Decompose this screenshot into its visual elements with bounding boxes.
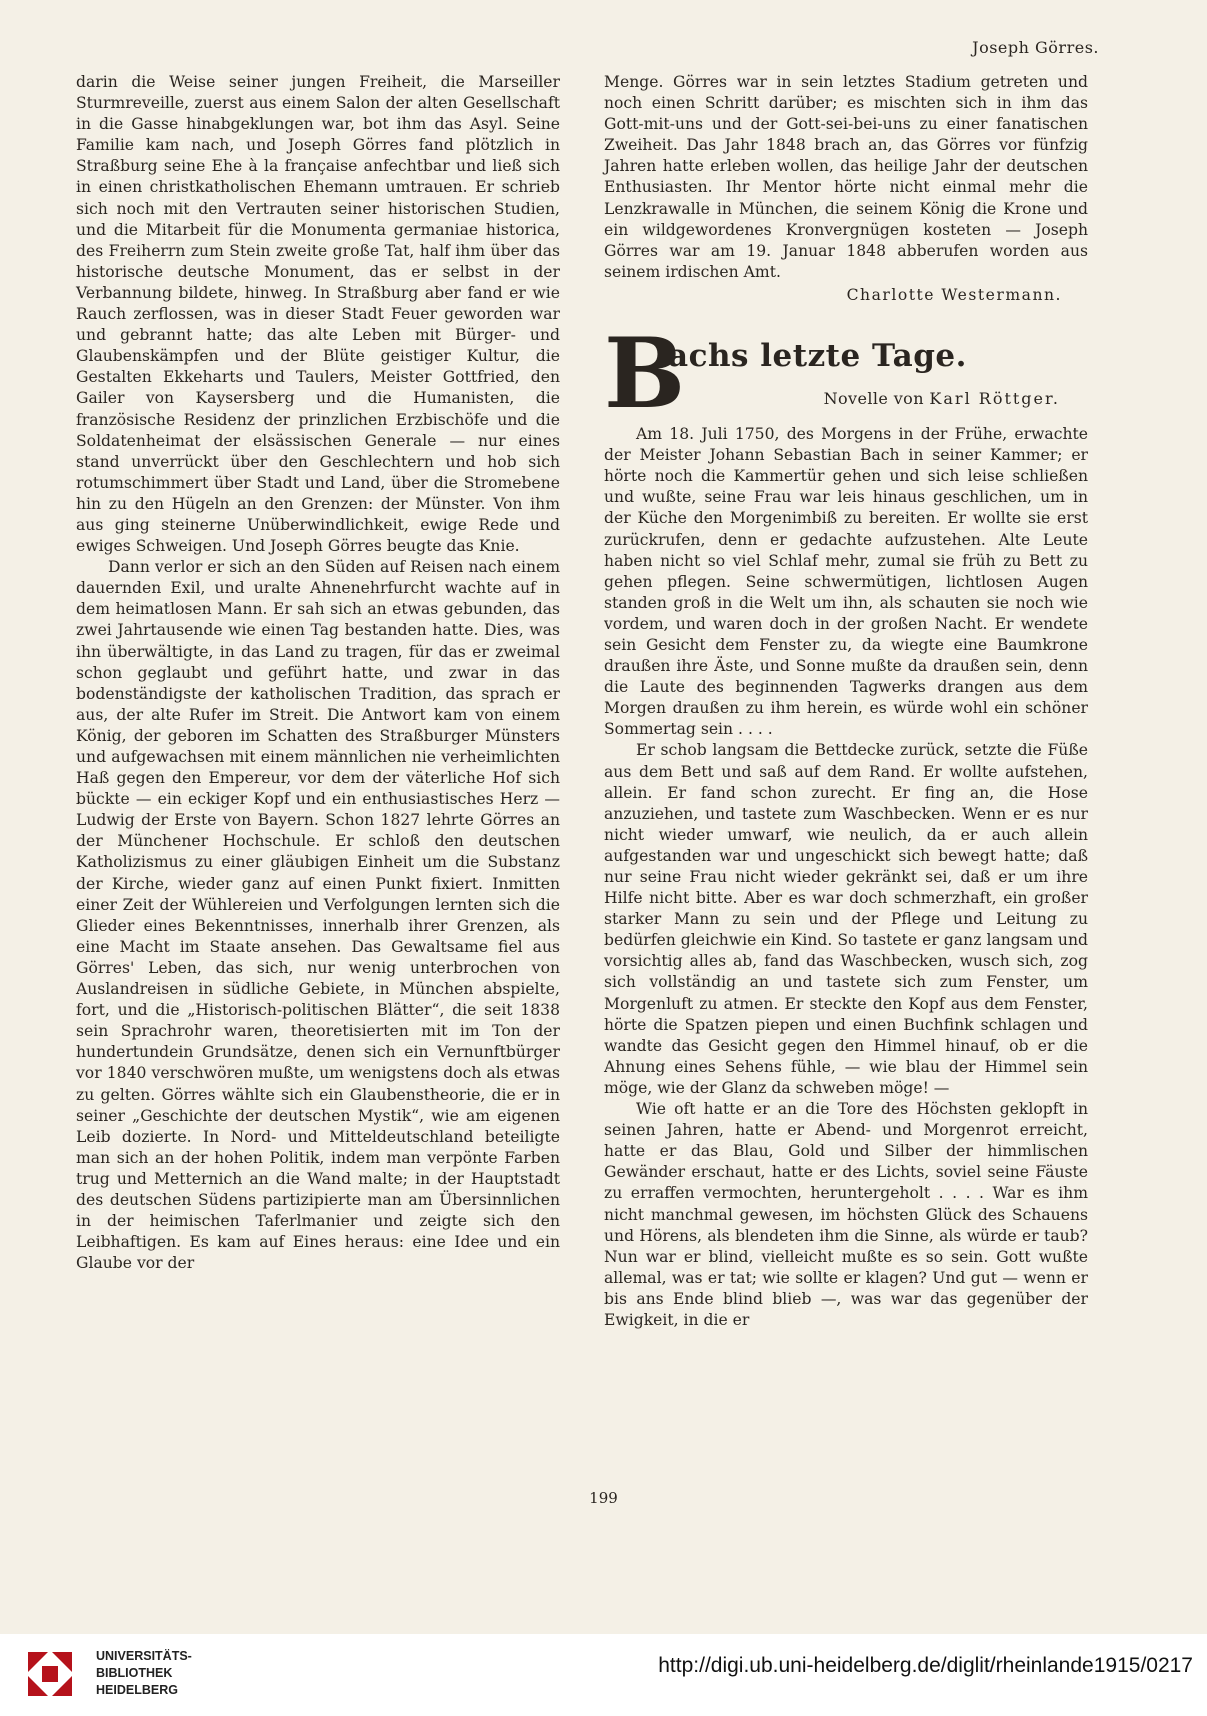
library-footer	[0, 1634, 1207, 1716]
story-paragraph: Am 18. Juli 1750, des Morgens in der Frühe, erwachte der Meister Johann Sebastian Bach in seiner Kammer; er hörte noch die Kammertür gehen und sich leise schließen und wußte, seine Frau war leis hinaus geschlichen, um in der Küche den Morgenimbiß zu bereiten. Er wollte sie erst zurückrufen, denn er gedachte aufzustehen. Alte Leute haben nicht so viel Schlaf mehr, zumal sie früh zu Bett zu gehen pflegen. Seine schwermütigen, lichtlosen Augen standen groß in die Welt um ihn, als schauten sie noch wie vordem, und waren doch in der großen Nacht. Er wendete sein Gesicht dem Fenster zu, da wiegte eine Baumkrone draußen ihre Äste, und Sonne mußte da draußen sein, denn die Laute des beginnenden Tagwerks drangen aus dem Morgen draußen zu ihm herein, es würde wohl ein schöner Sommertag sein . . . .	[604, 425, 1088, 739]
story-title: achs letzte Tage.	[668, 338, 967, 375]
story-paragraph: Wie oft hatte er an die Tore des Höchsten geklopft in seinen Jahren, hatte er Abend- und Morgenrot erreicht, hatte er das Blau, Gold und Silber der himmlischen Gewänder erschaut, hatte er des Lichts, soviel seine Fäuste zu erraffen vermochten, heruntergeholt . . . . War es ihm nicht manchmal gewesen, im höchsten Glück des Schauens und Hörens, als blendeten ihm die Sinne, als würde er taub? Nun war er blind, vielleicht mußte es so sein. Gott wußte allemal, was er tat; wie sollte er klagen? Und gut — wenn er bis ans Ende blind blieb —, was war das gegenüber der Ewigkeit, in die er	[604, 1100, 1088, 1329]
story-paragraph: Er schob langsam die Bettdecke zurück, setzte die Füße aus dem Bett und saß auf dem Rand. Er wollte aufstehen, allein. Er fand schon zurecht. Er fing an, die Hose anzuziehen, und tastete zum Waschbecken. Wenn er es nur nicht wieder umwarf, wie neulich, da er auch allein aufgestanden war und ungeschickt sich bewegt hatte; daß nur seine Frau nicht wieder gekränkt sei, daß er um ihre Hilfe nicht bitte. Aber es war doch schmerzhaft, ein großer starker Mann zu sein und der Pflege und Leitung zu bedürfen gleichwie ein Kind. So tastete er ganz langsam und vorsichtig alles ab, fand das Waschbecken, wusch sich, zog sich vollständig an und tastete sich zum Fenster, um Morgenluft zu atmen. Er steckte den Kopf aus dem Fenster, hörte die Spatzen piepen und einen Buchfink schlagen und wandte das Gesicht gegen den Himmel hinauf, ob er die Ahnung eines Sehens fühle, — wie blau der Himmel sein möge, wie der Glanz da schweben möge! —	[604, 741, 1088, 1097]
subtitle-prefix: Novelle von	[823, 389, 924, 409]
source-url-link[interactable]: http://digi.ub.uni-heidelberg.de/diglit/rheinlande1915/0217	[658, 1654, 1193, 1677]
story-author: Karl Röttger.	[929, 389, 1060, 409]
library-logo-icon	[22, 1646, 78, 1702]
author-signature: Charlotte Westermann.	[846, 285, 1062, 304]
institution-name	[96, 1648, 192, 1699]
right-column	[604, 72, 1088, 1331]
story-title-block	[604, 317, 1088, 431]
institution-line: BIBLIOTHEK	[96, 1666, 173, 1680]
right-paragraph: Menge. Görres war in sein letztes Stadium getreten und noch einen Schritt darüber; es mischten sich in ihm das Gott-mit-uns und der Gott-sei-bei-uns zu einer fanatischen Zweiheit. Das Jahr 1848 brach an, das Görres vor fünfzig Jahren hatte erleben wollen, das heilige Jahr der deutschen Enthusiasten. Ihr Mentor hörte nicht einmal mehr die Lenzkrawalle in München, die seinem König die Krone und ein wildgewordenes Kronvergnügen kosteten — Joseph Görres war am 19. Januar 1848 abberufen worden aus seinem irdischen Amt.	[604, 73, 1088, 281]
left-column	[76, 72, 560, 1274]
left-paragraph: darin die Weise seiner jungen Freiheit, die Marseiller Sturmreveille, zuerst aus einem Salon der alten Gesellschaft in die Gasse hinabgeklungen war, bot ihm das Asyl. Seine Familie kam nach, und Joseph Görres fand plötzlich in Straßburg seine Ehe à la française anfechtbar und ließ sich in einen christkatholischen Ehemann umtrauen. Er schrieb sich noch mit den Vertrauten seiner historischen Studien, und die Mitarbeit für die Monumenta germaniae historica, des Freiherrn zum Stein zweite große Tat, half ihm über das historische deutsche Monument, das er selbst in der Verbannung bildete, hinweg. In Straßburg aber fand er wie Rauch zerflossen, was in dieser Stadt Feuer geworden war und gebrannt hatte; das alte Leben mit Bürger- und Glaubenskämpfen und der Blüte geistiger Kultur, die Gestalten Ekkeharts und Taulers, Meister Gottfried, den Gailer von Kaysersberg und die Humanisten, die französische Residenz der prinzlichen Erzbischöfe und die Soldatenheimat der elsässischen Generale — nur eines stand unverrückt über den Geschlechtern und hob sich rotumschimmert über Stadt und Land, über die Stromebene hin zu den Hügeln an den Grenzen: der Münster. Von ihm aus ging steinerne Unüberwindlichkeit, ewige Rede und ewiges Schweigen. Und Joseph Görres beugte das Knie.	[76, 73, 560, 556]
drop-cap-initial: B	[604, 317, 686, 431]
institution-line: UNIVERSITÄTS-	[96, 1649, 192, 1663]
page-number: 199	[589, 1489, 618, 1507]
running-head: Joseph Görres.	[972, 38, 1099, 57]
left-paragraph: Dann verlor er sich an den Süden auf Reisen nach einem dauernden Exil, und uralte Ahnenehrfurcht wachte auf in dem heimatlosen Mann. Er sah sich an etwas gebunden, das zwei Jahrtausende wie einen Tag bestanden hatte. Dies, was ihn überwältigte, in das Land zu tragen, für das er zweimal schon geglaubt und geführt hatte, und zwar in das bodenständigste der katholischen Tradition, das sprach er aus, der alte Rufer im Streit. Die Antwort kam von einem König, der geboren im Schatten des Straßburger Münsters und aufgewachsen mit einem männlichen nie verheimlichten Haß gegen den Empereur, vor dem der väterliche Hof sich bückte — ein eckiger Kopf und ein enthusiastisches Herz — Ludwig der Erste von Bayern. Schon 1827 lehrte Görres an der Münchener Hochschule. Er schloß den deutschen Katholizismus zu einer gläubigen Einheit um die Substanz der Kirche, wieder ganz auf einen Punkt fixiert. Inmitten einer Zeit der Wühlereien und Verfolgungen lernten sich die Glieder eines Bekenntnisses, innerhalb ihrer Grenzen, als eine Macht im Staate ansehen. Das Gewaltsame fiel aus Görres' Leben, das sich, nur wenig unterbrochen von Auslandreisen in südliche Gebiete, in München abspielte, fort, und die „Historisch-politischen Blätter“, die seit 1838 sein Sprachrohr waren, theoretisierten mit im Ton der hundertundein Grundsätze, denen sich ein Vernunftbürger vor 1840 verschwören mußte, um wenigstens doch als etwas zu gelten. Görres wählte sich ein Glaubenstheorie, die er in seiner „Geschichte der deutschen Mystik“, wie am eigenen Leib dozierte. In Nord- und Mitteldeutschland beteiligte man sich an der hohen Politik, indem man verpönte Farben trug und Metternich an die Wand malte; in der Hauptstadt des deutschen Südens partizipierte man am Übersinnlichen in der heimischen Taferlmanier und zeigte sich den Leibhaftigen. Es kam auf Eines heraus: eine Idee und ein Glaube vor der	[76, 558, 560, 1273]
story-subtitle	[824, 388, 1060, 409]
institution-line: HEIDELBERG	[96, 1683, 178, 1697]
